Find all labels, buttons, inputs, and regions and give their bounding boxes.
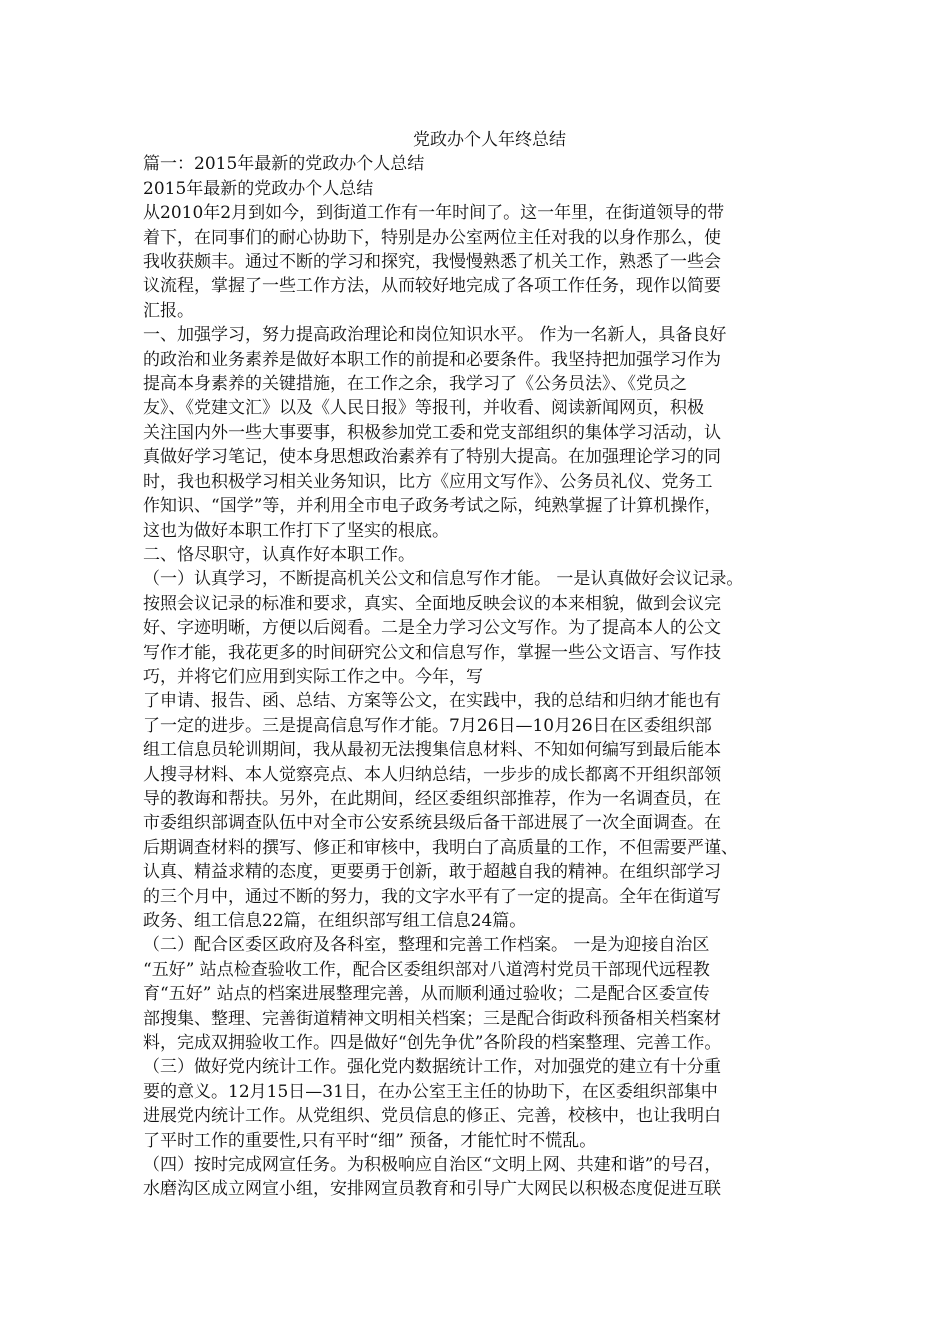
text-line: 二、恪尽职守，认真作好本职工作。: [143, 544, 415, 565]
text-line: （四）按时完成网宣任务。为积极响应自治区“文明上网、共建和谐”的号召，: [143, 1155, 722, 1176]
text-line: （二）配合区委区政府及各科室，整理和完善工作档案。 一是为迎接自治区: [143, 935, 710, 956]
text-line: 巧，并将它们应用到实际工作之中。今年，写: [143, 666, 483, 687]
text-line: 这也为做好本职工作打下了坚实的根底。: [143, 520, 449, 541]
text-line: 料，完成双拥验收工作。四是做好“创先争优”各阶段的档案整理、完善工作。: [143, 1033, 722, 1054]
text-line: 提高本身素养的关键措施，在工作之余，我学习了《公务员法》、《党员之: [143, 374, 687, 395]
text-line: “五好” 站点检查验收工作，配合区委组织部对八道湾村党员干部现代远程教: [143, 959, 710, 980]
text-line: 要的意义。12月15日—31日，在办公室王主任的协助下，在区委组织部集中: [143, 1081, 718, 1102]
text-line: 部搜集、整理、完善街道精神文明相关档案；三是配合街政科预备相关档案材: [143, 1008, 721, 1029]
text-line: 从2010年2月到如今，到街道工作有一年时间了。这一年里，在街道领导的带: [143, 203, 725, 224]
text-line: （三）做好党内统计工作。强化党内数据统计工作，对加强党的建立有十分重: [143, 1057, 721, 1078]
text-line: 好、字迹明晰，方便以后阅看。二是全力学习公文写作。为了提高本人的公文: [143, 618, 721, 639]
text-line: 育“五好” 站点的档案进展整理完善，从而顺利通过验收；二是配合区委宣传: [143, 984, 710, 1005]
text-line: 了平时工作的重要性,只有平时“细” 预备，才能忙时不慌乱。: [143, 1130, 597, 1151]
text-line: 进展党内统计工作。从党组织、党员信息的修正、完善，校核中，也让我明白: [143, 1106, 721, 1127]
text-line: 了申请、报告、函、总结、方案等公文，在实践中，我的总结和归纳才能也有: [143, 691, 721, 712]
document-title: 党政办个人年终总结: [413, 130, 566, 150]
text-line: 写作才能，我花更多的时间研究公文和信息写作，掌握一些公文语言、写作技: [143, 642, 721, 663]
text-line: 作知识、“国学”等，并利用全市电子政务考试之际，纯熟掌握了计算机操作，: [143, 496, 722, 517]
text-line: 水磨沟区成立网宣小组，安排网宣员教育和引导广大网民以积极态度促进互联: [143, 1179, 721, 1200]
text-line: 议流程，掌握了一些工作方法，从而较好地完成了各项工作任务，现作以简要: [143, 276, 721, 297]
text-line: 关注国内外一些大事要事，积极参加党工委和党支部组织的集体学习活动，认: [143, 422, 721, 443]
text-line: 真做好学习笔记，使本身思想政治素养有了特别大提高。在加强理论学习的同: [143, 447, 721, 468]
text-line: 认真、精益求精的态度，更要勇于创新，敢于超越自我的精神。在组织部学习: [143, 862, 721, 883]
text-line: 的三个月中，通过不断的努力，我的文字水平有了一定的提高。全年在街道写: [143, 886, 721, 907]
text-line: 汇报。: [143, 300, 194, 321]
text-line: 一、加强学习，努力提高政治理论和岗位知识水平。 作为一名新人，具备良好: [143, 325, 727, 346]
text-line: 按照会议记录的标准和要求，真实、全面地反映会议的本来相貌，做到会议完: [143, 593, 721, 614]
text-line: 导的教诲和帮扶。另外，在此期间，经区委组织部推荐，作为一名调查员，在: [143, 788, 721, 809]
text-line: 2015年最新的党政办个人总结: [143, 178, 374, 199]
text-line: （一）认真学习，不断提高机关公文和信息写作才能。 一是认真做好会议记录。: [143, 569, 744, 590]
text-line: 了一定的进步。三是提高信息写作才能。7月26日—10月26日在区委组织部: [143, 715, 712, 736]
document-page: [143, 128, 828, 1202]
text-line: 的政治和业务素养是做好本职工作的前提和必要条件。我坚持把加强学习作为: [143, 349, 721, 370]
document-body: [143, 152, 828, 1201]
text-line: 组工信息员轮训期间，我从最初无法搜集信息材料、不知如何编写到最后能本: [143, 740, 721, 761]
text-line: 政务、组工信息22篇，在组织部写组工信息24篇。: [143, 911, 527, 931]
text-line: 友》、《党建文汇》以及《人民日报》等报刊，并收看、阅读新闻网页，积极: [143, 398, 704, 419]
text-line: 篇一：2015年最新的党政办个人总结: [143, 154, 425, 175]
text-line: 着下，在同事们的耐心协助下，特别是办公室两位主任对我的以身作那么，使: [143, 227, 721, 248]
text-line: 市委组织部调查队伍中对全市公安系统县级后备干部进展了一次全面调查。在: [143, 813, 721, 834]
text-line: 后期调查材料的撰写、修正和审核中，我明白了高质量的工作，不但需要严谨、: [143, 837, 738, 858]
text-line: 时，我也积极学习相关业务知识，比方《应用文写作》、公务员礼仪、党务工: [143, 471, 713, 492]
text-line: 我收获颇丰。通过不断的学习和探究，我慢慢熟悉了机关工作，熟悉了一些会: [143, 252, 721, 273]
text-line: 人搜寻材料、本人觉察亮点、本人归纳总结，一步步的成长都离不开组织部领: [143, 764, 721, 785]
